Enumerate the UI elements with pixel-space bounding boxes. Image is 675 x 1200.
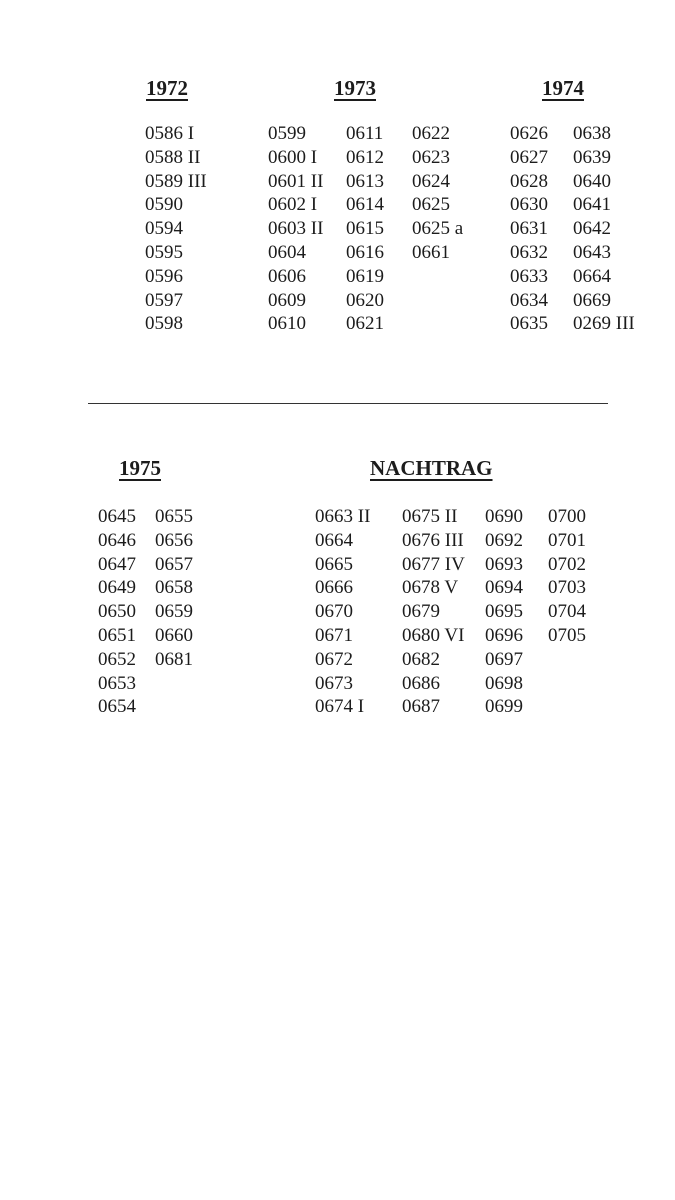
list-item: 0642 — [573, 218, 611, 240]
list-item: 0674 I — [315, 696, 365, 718]
list-item: 0681 — [155, 648, 193, 670]
list-item: 0652 — [98, 648, 136, 670]
list-item: 0626 — [510, 123, 548, 144]
heading-1973: 1973 — [334, 76, 376, 100]
list-item: 0671 — [315, 624, 353, 646]
list-item: 0693 — [485, 553, 523, 575]
list-nachtrag-col-2 — [402, 505, 465, 719]
list-item: 0588 II — [145, 146, 201, 168]
list-item: 0611 — [346, 123, 384, 144]
list-item: 0610 — [268, 313, 306, 335]
list-1975-col-2 — [155, 505, 193, 672]
list-1972-col-1 — [145, 122, 207, 336]
list-item: 0624 — [412, 170, 450, 192]
heading-1972: 1972 — [146, 76, 188, 100]
heading-1975: 1975 — [119, 456, 161, 480]
list-item: 0661 — [412, 241, 450, 263]
list-1974-col-2 — [573, 122, 635, 336]
list-item: 0676 III — [402, 529, 464, 551]
list-item: 0665 — [315, 553, 353, 575]
list-item: 0597 — [145, 289, 183, 311]
heading-1974: 1974 — [542, 76, 584, 100]
list-item: 0699 — [485, 696, 523, 718]
list-item: 0664 — [315, 529, 353, 551]
list-item: 0692 — [485, 529, 523, 551]
list-item: 0663 II — [315, 506, 371, 527]
list-item: 0678 V — [402, 577, 459, 599]
list-item: 0598 — [145, 313, 183, 335]
list-item: 0606 — [268, 265, 306, 287]
list-item: 0645 — [98, 506, 136, 527]
list-item: 0625 a — [412, 218, 464, 240]
list-1973-col-1 — [268, 122, 323, 336]
list-item: 0675 II — [402, 506, 458, 527]
list-item: 0690 — [485, 506, 523, 527]
list-item: 0697 — [485, 648, 523, 670]
list-item: 0673 — [315, 672, 353, 694]
list-item: 0602 I — [268, 194, 318, 216]
list-item: 0630 — [510, 194, 548, 216]
list-item: 0601 II — [268, 170, 324, 192]
list-item: 0653 — [98, 672, 136, 694]
list-item: 0694 — [485, 577, 523, 599]
list-item: 0620 — [346, 289, 384, 311]
list-item: 0596 — [145, 265, 183, 287]
list-item: 0698 — [485, 672, 523, 694]
list-item: 0701 — [548, 529, 586, 551]
list-nachtrag-col-4 — [548, 505, 586, 648]
list-item: 0638 — [573, 123, 611, 144]
list-item: 0603 II — [268, 218, 324, 240]
list-item: 0604 — [268, 241, 306, 263]
list-item: 0680 VI — [402, 624, 465, 646]
list-item: 0586 I — [145, 123, 195, 144]
list-item: 0612 — [346, 146, 384, 168]
list-item: 0664 — [573, 265, 611, 287]
list-item: 0702 — [548, 553, 586, 575]
list-nachtrag-col-3 — [485, 505, 523, 719]
list-item: 0687 — [402, 696, 440, 718]
list-item: 0696 — [485, 624, 523, 646]
list-item: 0643 — [573, 241, 611, 263]
list-item: 0677 IV — [402, 553, 465, 575]
list-item: 0703 — [548, 577, 586, 599]
list-item: 0589 III — [145, 170, 207, 192]
list-nachtrag-col-1 — [315, 505, 370, 719]
list-item: 0595 — [145, 241, 183, 263]
list-item: 0631 — [510, 218, 548, 240]
list-item: 0635 — [510, 313, 548, 335]
list-item: 0705 — [548, 624, 586, 646]
list-item: 0269 III — [573, 313, 635, 335]
list-item: 0634 — [510, 289, 548, 311]
list-item: 0590 — [145, 194, 183, 216]
list-item: 0657 — [155, 553, 193, 575]
list-item: 0599 — [268, 123, 306, 144]
list-item: 0695 — [485, 601, 523, 623]
list-item: 0623 — [412, 146, 450, 168]
list-item: 0609 — [268, 289, 306, 311]
list-item: 0619 — [346, 265, 384, 287]
list-item: 0686 — [402, 672, 440, 694]
list-item: 0622 — [412, 123, 450, 144]
list-1973-col-2 — [346, 122, 384, 336]
list-item: 0659 — [155, 601, 193, 623]
list-item: 0672 — [315, 648, 353, 670]
list-item: 0633 — [510, 265, 548, 287]
list-item: 0640 — [573, 170, 611, 192]
list-item: 0639 — [573, 146, 611, 168]
list-item: 0615 — [346, 218, 384, 240]
list-1975-col-1 — [98, 505, 136, 719]
list-item: 0613 — [346, 170, 384, 192]
section-divider — [88, 403, 608, 404]
list-item: 0660 — [155, 624, 193, 646]
list-item: 0656 — [155, 529, 193, 551]
list-item: 0614 — [346, 194, 384, 216]
list-item: 0647 — [98, 553, 136, 575]
list-item: 0666 — [315, 577, 353, 599]
list-item: 0651 — [98, 624, 136, 646]
list-item: 0679 — [402, 601, 440, 623]
list-item: 0670 — [315, 601, 353, 623]
list-item: 0625 — [412, 194, 450, 216]
list-item: 0658 — [155, 577, 193, 599]
list-item: 0649 — [98, 577, 136, 599]
list-item: 0600 I — [268, 146, 318, 168]
list-item: 0654 — [98, 696, 136, 718]
list-item: 0627 — [510, 146, 548, 168]
list-item: 0616 — [346, 241, 384, 263]
list-item: 0704 — [548, 601, 586, 623]
list-item: 0621 — [346, 313, 384, 335]
list-item: 0641 — [573, 194, 611, 216]
list-item: 0628 — [510, 170, 548, 192]
list-1974-col-1 — [510, 122, 548, 336]
list-item: 0650 — [98, 601, 136, 623]
list-1973-col-3 — [412, 122, 463, 265]
list-item: 0669 — [573, 289, 611, 311]
list-item: 0682 — [402, 648, 440, 670]
heading-nachtrag: NACHTRAG — [370, 456, 493, 480]
list-item: 0632 — [510, 241, 548, 263]
list-item: 0655 — [155, 506, 193, 527]
list-item: 0594 — [145, 218, 183, 240]
list-item: 0700 — [548, 506, 586, 527]
list-item: 0646 — [98, 529, 136, 551]
